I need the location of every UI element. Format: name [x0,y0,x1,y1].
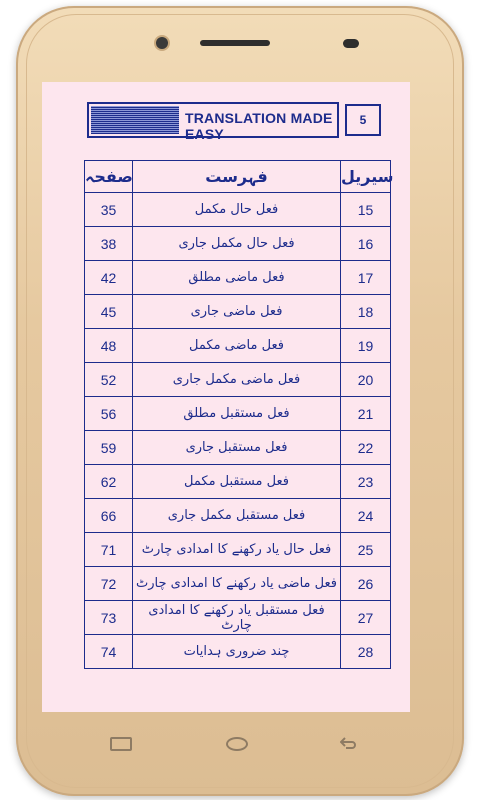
row-serial: 17 [341,261,391,295]
column-header-serial: سیریل [341,161,391,193]
table-row [85,635,391,669]
row-serial: 16 [341,227,391,261]
row-page-number: 71 [85,533,133,567]
row-title: فعل ماضی یاد رکھنے کا امدادی چارٹ [133,567,341,601]
row-page-number: 62 [85,465,133,499]
row-page-number: 59 [85,431,133,465]
row-serial: 27 [341,601,391,635]
row-page-number: 38 [85,227,133,261]
earpiece-speaker [200,40,270,46]
table-row [85,465,391,499]
column-header-page: صفحہ [85,161,133,193]
row-serial: 20 [341,363,391,397]
header-banner [87,102,339,142]
row-page-number: 48 [85,329,133,363]
proximity-sensor [343,39,359,48]
table-row [85,397,391,431]
row-page-number: 66 [85,499,133,533]
table-row [85,567,391,601]
row-serial: 19 [341,329,391,363]
table-header-row [85,161,391,193]
table-row [85,193,391,227]
table-row [85,431,391,465]
row-serial: 28 [341,635,391,669]
row-title: فعل حال مکمل [133,193,341,227]
row-serial: 24 [341,499,391,533]
row-title: فعل ماضی مکمل [133,329,341,363]
home-icon[interactable] [226,737,248,751]
row-page-number: 72 [85,567,133,601]
row-serial: 15 [341,193,391,227]
row-page-number: 56 [85,397,133,431]
row-page-number: 42 [85,261,133,295]
row-page-number: 35 [85,193,133,227]
row-title: فعل مستقبل مکمل جاری [133,499,341,533]
contents-table [84,160,394,669]
page-number: 5 [345,104,381,136]
header-pattern [91,106,179,134]
column-header-title: فہرست [133,161,341,193]
table-row [85,533,391,567]
recent-apps-icon[interactable] [110,737,132,751]
row-serial: 21 [341,397,391,431]
table-row [85,227,391,261]
row-page-number: 73 [85,601,133,635]
row-title: فعل مستقبل مکمل [133,465,341,499]
row-title: فعل حال یاد رکھنے کا امدادی چارٹ [133,533,341,567]
table-row [85,499,391,533]
row-page-number: 52 [85,363,133,397]
row-title: فعل مستقبل جاری [133,431,341,465]
front-camera-icon [156,37,168,49]
book-page [42,82,410,712]
row-title: فعل ماضی مطلق [133,261,341,295]
row-title: فعل ماضی جاری [133,295,341,329]
book-title: TRANSLATION MADE EASY [185,110,333,142]
table-row [85,363,391,397]
row-serial: 22 [341,431,391,465]
row-page-number: 45 [85,295,133,329]
row-serial: 18 [341,295,391,329]
row-page-number: 74 [85,635,133,669]
row-serial: 23 [341,465,391,499]
back-icon[interactable] [340,737,356,749]
row-serial: 26 [341,567,391,601]
row-title: فعل ماضی مکمل جاری [133,363,341,397]
page-header [87,102,381,142]
row-title: فعل مستقبل مطلق [133,397,341,431]
row-title: فعل مستقبل یاد رکھنے کا امدادی چارٹ [133,601,341,635]
row-title: فعل حال مکمل جاری [133,227,341,261]
table-row [85,295,391,329]
row-serial: 25 [341,533,391,567]
row-title: چند ضروری ہدایات [133,635,341,669]
table-row [85,329,391,363]
table-row [85,601,391,635]
table-row [85,261,391,295]
